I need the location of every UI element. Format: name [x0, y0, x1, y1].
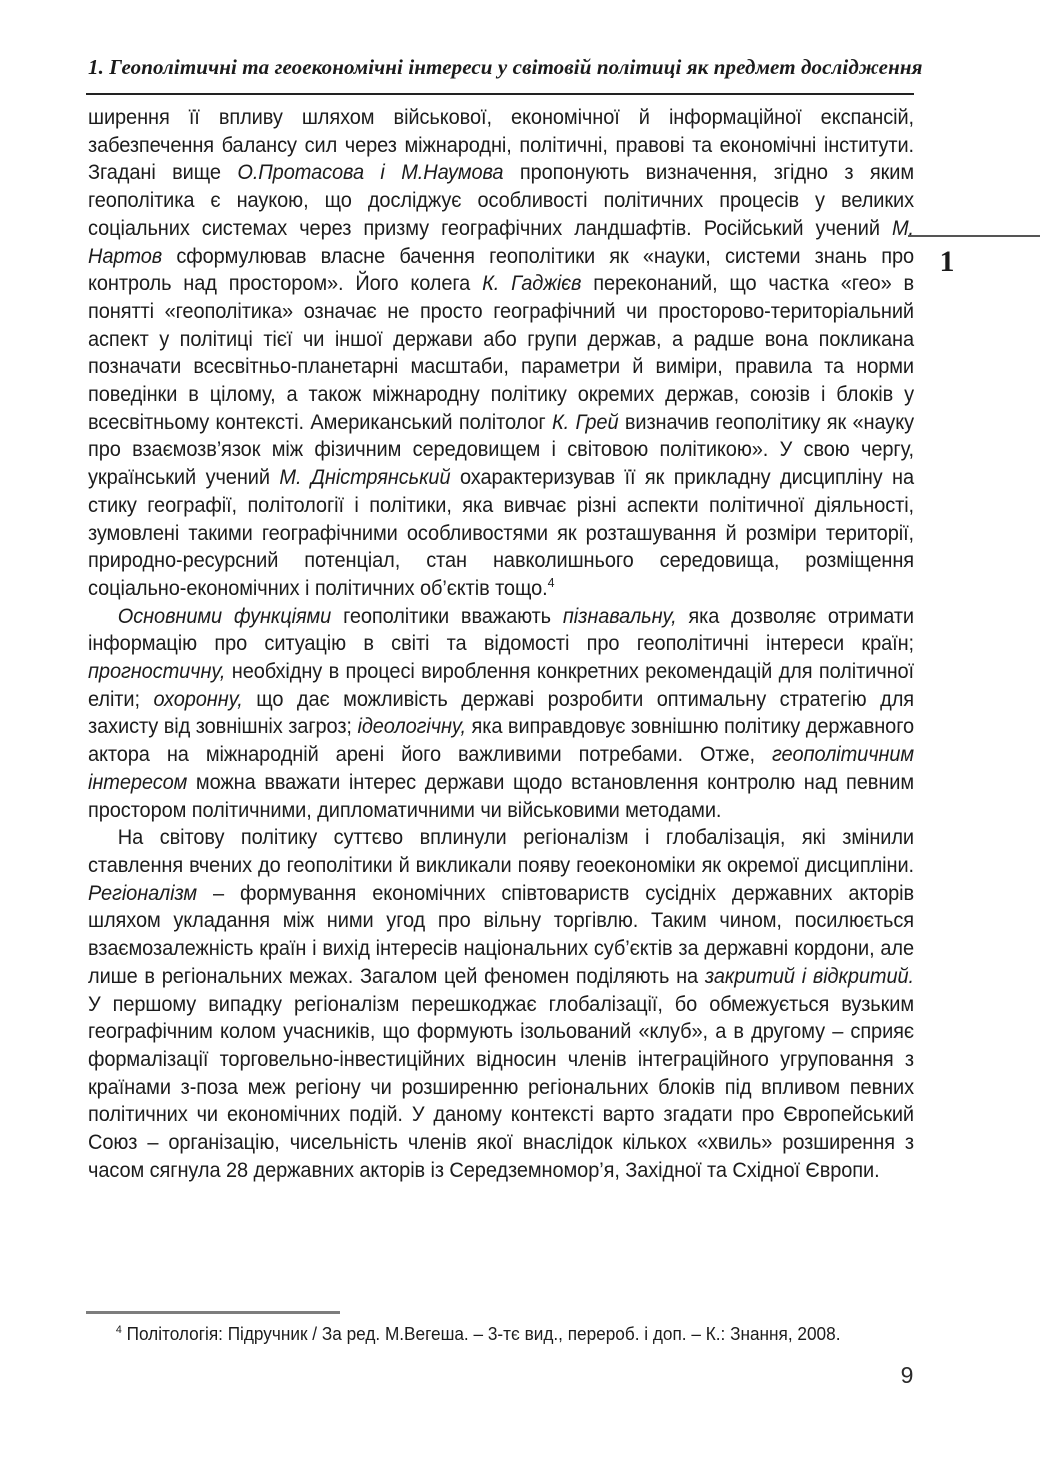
footnote-marker: 4 [115, 1323, 122, 1336]
paragraph [88, 824, 914, 1184]
header-rule [86, 93, 914, 95]
paragraph [88, 603, 914, 825]
text-segment: яка дозволяє отримати інформацію про ситуацію в світі та відомості про геополітичні інтереси країн; [88, 603, 915, 656]
emphasis-text: ідеологічну, [357, 714, 466, 739]
text-segment: У першому випадку регіоналізм перешкоджає глобалізації, бо обмежується вузьким географічним колом учасників, що формують ізольований «клуб», а в другому – сприяє формалізації торговельно-інвестиційних відносин членів інтеграційного угруповання з країнами з-поза меж регіону чи розширенню регіональних блоків під впливом певних політичних чи економічних подій. У даному контексті варто згадати про Європейський Союз – організацію, чисельність членів якої внаслідок кількох «хвиль» розширення з часом сягнула 28 державних акторів із Середземномор’я, Західної та Східної Європи. [88, 991, 915, 1182]
emphasis-text: К. Грей [551, 409, 619, 434]
footnote-rule [86, 1311, 340, 1314]
emphasis-text: Основними функціями [117, 603, 332, 628]
chapter-tab-number: 1 [939, 245, 955, 278]
text-segment: – формування економічних співтовариств сусідніх державних акторів шляхом укладання між ними угод про вільну торгівлю. Таким чином, посилюється взаємозалежність країн і вихід інтересів національних суб’єктів за державні кордони, але лише в регіональних межах. Загалом цей феномен поділяють на [88, 880, 915, 988]
emphasis-text: прогностичну, [88, 659, 226, 684]
text-segment: що дає можливість державі розробити оптимальну стратегію для захисту від зовнішніх загроз; [88, 686, 915, 739]
emphasis-text: геополітичним інтересом [88, 742, 915, 794]
text-segment: необхідну в процесі вироблення конкретних рекомендацій для політичної еліти; [88, 659, 915, 711]
emphasis-text: М. Дністрянський [279, 465, 451, 490]
emphasis-text: К. Гаджієв [482, 271, 582, 296]
running-header: 1. Геополітичні та геоекономічні інтереси у світовій політиці як предмет дослідження [88, 55, 923, 79]
text-segment: переконаний, що частка «гео» в понятті «геополітика» означає не просто географічний чи просторово-територіальний аспект у політиці тієї чи іншої держави або групи держав, а радше вона покликана позначати всесвітньо-планетарні масштаби, параметри й виміри, правила та норми поведінки в цілому, а також міжнародну політику окремих держав, союзів і блоків у всесвітньому контексті. Американський політолог [88, 271, 915, 434]
text-segment: яка виправдовує зовнішню політику державного актора на міжнародній арені його важливими потребами. Отже, [88, 714, 915, 767]
text-segment: охарактеризував її як прикладну дисципліну на стику географії, політології і політики, яка вивчає різні аспекти політичної діяльності, зумовлені такими географічними особливостями як розташування й розміри території, природно-ресурсний потенціал, стан навколишнього середовища, розміщення соціально-економічних і політичних об’єктів тощо. [88, 465, 915, 600]
text-segment: можна вважати інтерес держави щодо встановлення контролю над певним простором політичними, дипломатичними чи військовими методами. [88, 769, 915, 822]
emphasis-text: М. Нартов [88, 215, 915, 268]
text-segment: ширення її впливу шляхом військової, економічної й інформаційної експансій, забезпечення балансу сил через міжнародні, політичні, правові та економічні інститути. Згадані вище [88, 105, 915, 185]
emphasis-text: пізнавальну, [562, 603, 677, 628]
text-segment: сформулював власне бачення геополітики як «науки, системи знань про контроль над простором». Його колега [88, 243, 915, 296]
page-number: 9 [900, 1362, 914, 1388]
paragraph [88, 104, 914, 603]
text-segment: визначив геополітику як «науку про взаємозв’язок між фізичним середовищем і світовою політикою». У свою чергу, український учений [88, 409, 915, 490]
footnote [88, 1322, 906, 1346]
emphasis-text: охоронну, [153, 686, 243, 711]
body-text [88, 104, 914, 1184]
text-segment: геополітики вважають [331, 603, 563, 628]
emphasis-text: О.Протасова і М.Наумова [237, 160, 504, 185]
footnote-text: Політологія: Підручник / За ред. М.Вегеша. – 3-тє вид., перероб. і доп. – К.: Знання, 2008. [121, 1323, 841, 1344]
emphasis-text: закритий і відкритий. [704, 963, 915, 988]
text-segment: На світову політику суттєво вплинули регіоналізм і глобалізація, які змінили ставлення вчених до геополітики й викликали появу геоекономіки як окремої дисципліни. [88, 825, 915, 877]
emphasis-text: Регіоналізм [88, 880, 198, 905]
footnote-ref: 4 [547, 574, 555, 590]
text-segment: пропонують визначення, згідно з яким геополітика є наукою, що досліджує особливості політичних процесів у великих соціальних системах через призму географічних ландшафтів. Російський учений [88, 160, 915, 240]
chapter-tab-rule [908, 235, 1040, 237]
